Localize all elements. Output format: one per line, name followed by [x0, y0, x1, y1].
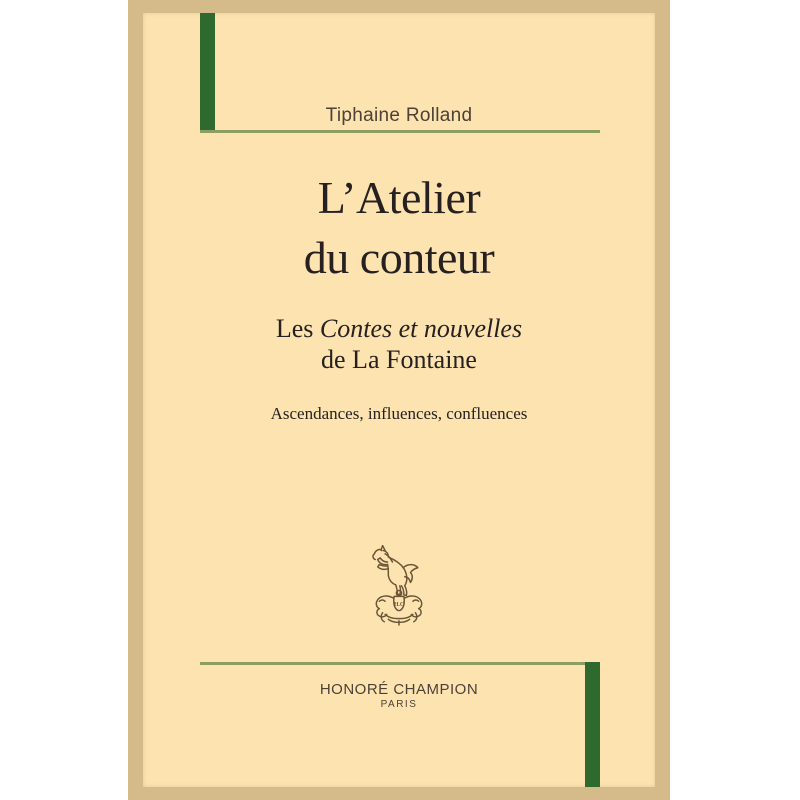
- tagline: Ascendances, influences, confluences: [270, 404, 528, 423]
- publisher-name: HONORÉ CHAMPION: [319, 681, 479, 698]
- book-cover: [128, 0, 670, 800]
- publisher-horse-emblem-icon: [358, 544, 440, 634]
- subtitle-line-1: [128, 313, 670, 344]
- author-name: Tiphaine Rolland: [325, 105, 473, 126]
- horse-figure: [373, 546, 418, 596]
- book-title: [128, 168, 670, 288]
- subtitle-lead: Les: [275, 314, 320, 343]
- book-subtitle: [128, 313, 670, 375]
- emblem-monogram: H.C: [393, 602, 405, 609]
- subtitle-italic-work-title: Contes et nouvelles: [319, 314, 523, 343]
- bottom-rule-line: [200, 662, 600, 665]
- title-line-2: du conteur: [303, 232, 495, 283]
- title-line-1: L’Atelier: [317, 172, 481, 223]
- publisher-city: PARIS: [380, 699, 418, 710]
- cartouche: [376, 590, 421, 625]
- subtitle-line-2: de La Fontaine: [321, 345, 477, 374]
- top-rule-line: [200, 130, 600, 133]
